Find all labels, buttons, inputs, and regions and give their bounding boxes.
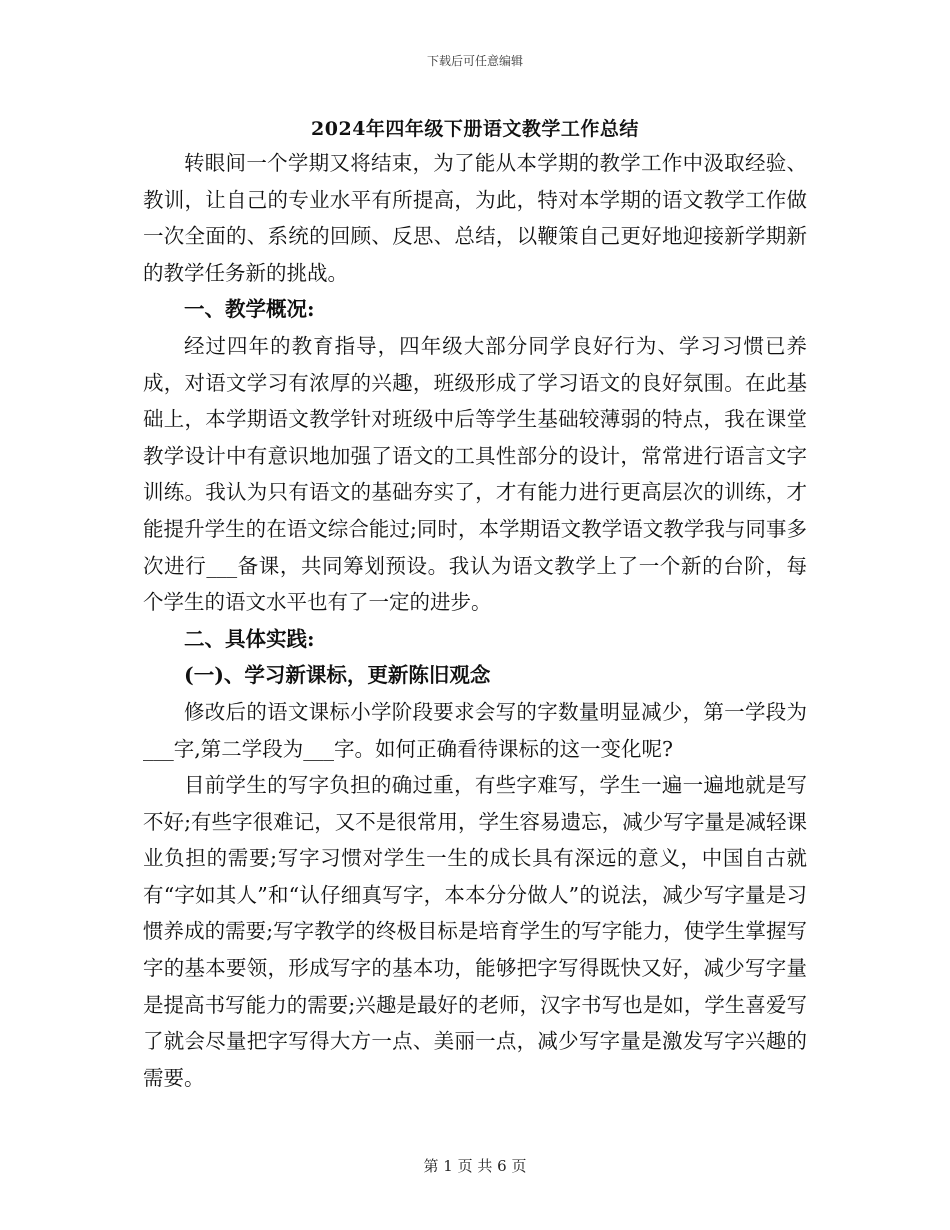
- document-body: [143, 145, 807, 1096]
- writing-paragraph: 目前学生的写字负担的确过重，有些字难写，学生一遍一遍地就是写不好;有些字很难记，又不是很常用，学生容易遗忘，减少写字量是减轻课业负担的需要;写字习惯对学生一生的成长具有深远的意义，中国自古就有“字如其人”和“认仔细真写字，本本分分做人”的说法，减少写字量是习惯养成的需要;写字教学的终极目标是培育学生的写字能力，使学生掌握写字的基本要领，形成写字的基本功，能够把字写得既快又好，减少写字量是提高书写能力的需要;兴趣是最好的老师，汉字书写也是如，学生喜爱写了就会尽量把字写得大方一点、美丽一点，减少写字量是激发写字兴趣的需要。: [143, 773, 807, 1090]
- intro-paragraph: 转眼间一个学期又将结束，为了能从本学期的教学工作中汲取经验、教训，让自己的专业水平有所提高，为此，特对本学期的语文教学工作做一次全面的、系统的回顾、反思、总结，以鞭策自己更好地迎接新学期新的教学任务新的挑战。: [143, 151, 807, 285]
- section-heading-overview: 一、教学概况:: [184, 297, 315, 322]
- overview-paragraph: 经过四年的教育指导，四年级大部分同学良好行为、学习习惯已养成，对语文学习有浓厚的兴趣，班级形成了学习语文的良好氛围。在此基础上，本学期语文教学针对班级中后等学生基础较薄弱的特点，我在课堂教学设计中有意识地加强了语文的工具性部分的设计，常常进行语言文字训练。我认为只有语文的基础夯实了，才有能力进行更高层次的训练，才能提升学生的在语文综合能过;同时，本学期语文教学语文教学我与同事多次进行___备课，共同筹划预设。我认为语文教学上了一个新的台阶，每个学生的语文水平也有了一定的进步。: [143, 333, 807, 615]
- curriculum-paragraph: 修改后的语文课标小学阶段要求会写的字数量明显减少，第一学段为___字,第二学段为___字。如何正确看待课标的这一变化呢?: [143, 699, 807, 761]
- header-note: 下载后可任意编辑: [426, 54, 523, 68]
- section-heading-practice: 二、具体实践:: [184, 626, 315, 651]
- document-title: 2024年四年级下册语文教学工作总结: [311, 118, 639, 140]
- subsection-heading-curriculum: (一)、学习新课标，更新陈旧观念: [184, 663, 491, 688]
- page-footer: 第 1 页 共 6 页: [423, 1157, 527, 1175]
